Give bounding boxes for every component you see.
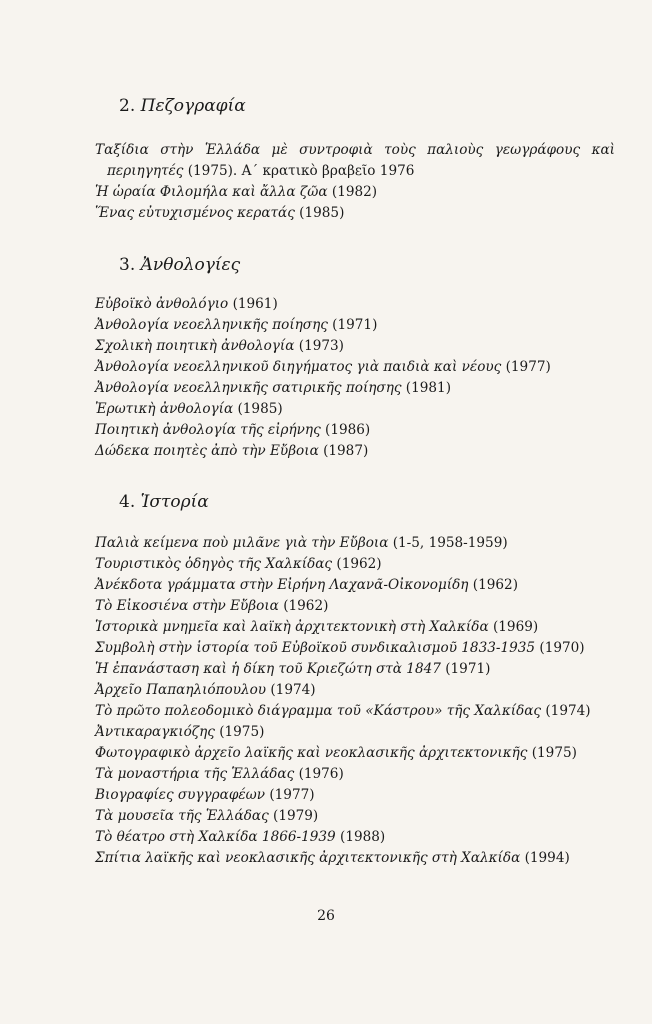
page-number: 26 xyxy=(317,908,335,924)
section-number: 2. xyxy=(119,96,136,116)
work-info: (1977) xyxy=(505,359,551,375)
work-title: Ἀνθολογία νεοελληνικῆς σατιρικῆς ποίησης xyxy=(95,380,402,396)
list-item xyxy=(95,680,615,701)
section-title-anthologies xyxy=(119,255,240,275)
work-info: (1975). Α΄ κρατικὸ βραβεῖο 1976 xyxy=(187,163,415,179)
list-item xyxy=(95,315,615,336)
work-info: (1985) xyxy=(237,401,283,417)
work-title: Εὐβοϊκὸ ἀνθολόγιο xyxy=(95,296,229,312)
prose-list xyxy=(95,140,615,224)
work-title: Ἕνας εὐτυχισμένος κερατάς xyxy=(95,205,295,221)
work-title: Ἱστορικὰ μνημεῖα καὶ λαϊκὴ ἀρχιτεκτονικὴ στὴ Χαλκίδα xyxy=(95,619,489,635)
section-title-prose xyxy=(119,96,246,116)
work-info: (1988) xyxy=(340,829,386,845)
work-title: Παλιὰ κείμενα ποὺ μιλᾶνε γιὰ τὴν Εὔβοια xyxy=(95,535,389,551)
list-item xyxy=(95,785,615,806)
work-info: (1962) xyxy=(336,556,382,572)
work-title: Ἡ ἐπανάσταση καὶ ἡ δίκη τοῦ Κριεζώτη στὰ 1847 xyxy=(95,661,441,677)
history-list xyxy=(95,533,615,869)
list-item xyxy=(95,575,615,596)
section-title-history xyxy=(119,492,209,512)
section-title-text: Ἀνθολογίες xyxy=(140,255,241,275)
anthologies-list xyxy=(95,294,615,462)
list-item xyxy=(95,554,615,575)
work-info: (1961) xyxy=(232,296,278,312)
list-item xyxy=(95,533,615,554)
list-item xyxy=(95,294,615,315)
list-item xyxy=(95,638,615,659)
list-item xyxy=(95,441,615,462)
list-item xyxy=(95,743,615,764)
work-title: Τὰ μοναστήρια τῆς Ἑλλάδας xyxy=(95,766,295,782)
work-title: Τὰ μουσεῖα τῆς Ἑλλάδας xyxy=(95,808,269,824)
list-item xyxy=(95,336,615,357)
list-item xyxy=(95,764,615,785)
list-item xyxy=(95,140,615,182)
work-title: Βιογραφίες συγγραφέων xyxy=(95,787,266,803)
section-number: 3. xyxy=(119,255,136,275)
work-title: Ἐρωτικὴ ἀνθολογία xyxy=(95,401,234,417)
work-title: Συμβολὴ στὴν ἱστορία τοῦ Εὐβοϊκοῦ συνδικαλισμοῦ 1833-1935 xyxy=(95,640,536,656)
work-title: Ταξίδια στὴν Ἑλλάδα μὲ συντροφιὰ τοὺς παλιοὺς γεωγράφους καὶ περιηγητές xyxy=(95,142,615,179)
work-info: (1986) xyxy=(325,422,371,438)
list-item xyxy=(95,182,615,203)
work-title: Τουριστικὸς ὁδηγὸς τῆς Χαλκίδας xyxy=(95,556,333,572)
work-info: (1969) xyxy=(492,619,539,635)
work-info: (1971) xyxy=(445,661,491,677)
work-info: (1975) xyxy=(219,724,265,740)
work-info: (1977) xyxy=(269,787,315,803)
list-item xyxy=(95,203,615,224)
list-item xyxy=(95,399,615,420)
work-title: Δώδεκα ποιητὲς ἀπὸ τὴν Εὔβοια xyxy=(95,443,319,459)
work-title: Φωτογραφικὸ ἀρχεῖο λαϊκῆς καὶ νεοκλασικῆς ἀρχιτεκτονικῆς xyxy=(95,745,528,761)
work-title: Ἀρχεῖο Παπαηλιόπουλου xyxy=(95,682,267,698)
work-info: (1962) xyxy=(472,577,518,593)
work-title: Ἀνέκδοτα γράμματα στὴν Εἰρήνη Λαχανᾶ-Οἰκονομίδη xyxy=(95,577,469,593)
work-info: (1971) xyxy=(332,317,378,333)
list-item xyxy=(95,848,615,869)
work-info: (1974) xyxy=(545,703,591,719)
work-title: Ἡ ὡραία Φιλομήλα καὶ ἄλλα ζῶα xyxy=(95,184,328,200)
work-title: Ἀνθολογία νεοελληνικοῦ διηγήματος γιὰ παιδιὰ καὶ νέους xyxy=(95,359,502,375)
work-info: (1974) xyxy=(270,682,316,698)
work-info: (1979) xyxy=(273,808,319,824)
work-title: Ἀντικαραγκιόζης xyxy=(95,724,215,740)
work-info: (1970) xyxy=(539,640,585,656)
work-info: (1994) xyxy=(524,850,570,866)
section-title-text: Πεζογραφία xyxy=(140,96,246,116)
work-title: Τὸ πρῶτο πολεοδομικὸ διάγραμμα τοῦ «Κάστρου» τῆς Χαλκίδας xyxy=(95,703,542,719)
work-title: Ποιητικὴ ἀνθολογία τῆς εἰρήνης xyxy=(95,422,321,438)
list-item xyxy=(95,806,615,827)
work-title: Σχολικὴ ποιητικὴ ἀνθολογία xyxy=(95,338,295,354)
list-item xyxy=(95,420,615,441)
work-info: (1-5, 1958-1959) xyxy=(392,535,508,551)
work-info: (1985) xyxy=(299,205,345,221)
work-info: (1976) xyxy=(298,766,344,782)
list-item xyxy=(95,596,615,617)
list-item xyxy=(95,701,615,722)
work-info: (1981) xyxy=(405,380,451,396)
list-item xyxy=(95,357,615,378)
work-info: (1982) xyxy=(331,184,378,200)
work-info: (1987) xyxy=(323,443,369,459)
work-title: Τὸ θέατρο στὴ Χαλκίδα 1866-1939 xyxy=(95,829,336,845)
list-item xyxy=(95,659,615,680)
work-info: (1973) xyxy=(298,338,344,354)
work-title: Τὸ Εἰκοσιένα στὴν Εὔβοια xyxy=(95,598,279,614)
work-title: Ἀνθολογία νεοελληνικῆς ποίησης xyxy=(95,317,328,333)
list-item xyxy=(95,378,615,399)
work-info: (1975) xyxy=(531,745,577,761)
section-number: 4. xyxy=(119,492,136,512)
list-item xyxy=(95,827,615,848)
section-title-text: Ἱστορία xyxy=(140,492,209,512)
work-info: (1962) xyxy=(283,598,329,614)
work-title: Σπίτια λαϊκῆς καὶ νεοκλασικῆς ἀρχιτεκτονικῆς στὴ Χαλκίδα xyxy=(95,850,521,866)
list-item xyxy=(95,617,615,638)
list-item xyxy=(95,722,615,743)
